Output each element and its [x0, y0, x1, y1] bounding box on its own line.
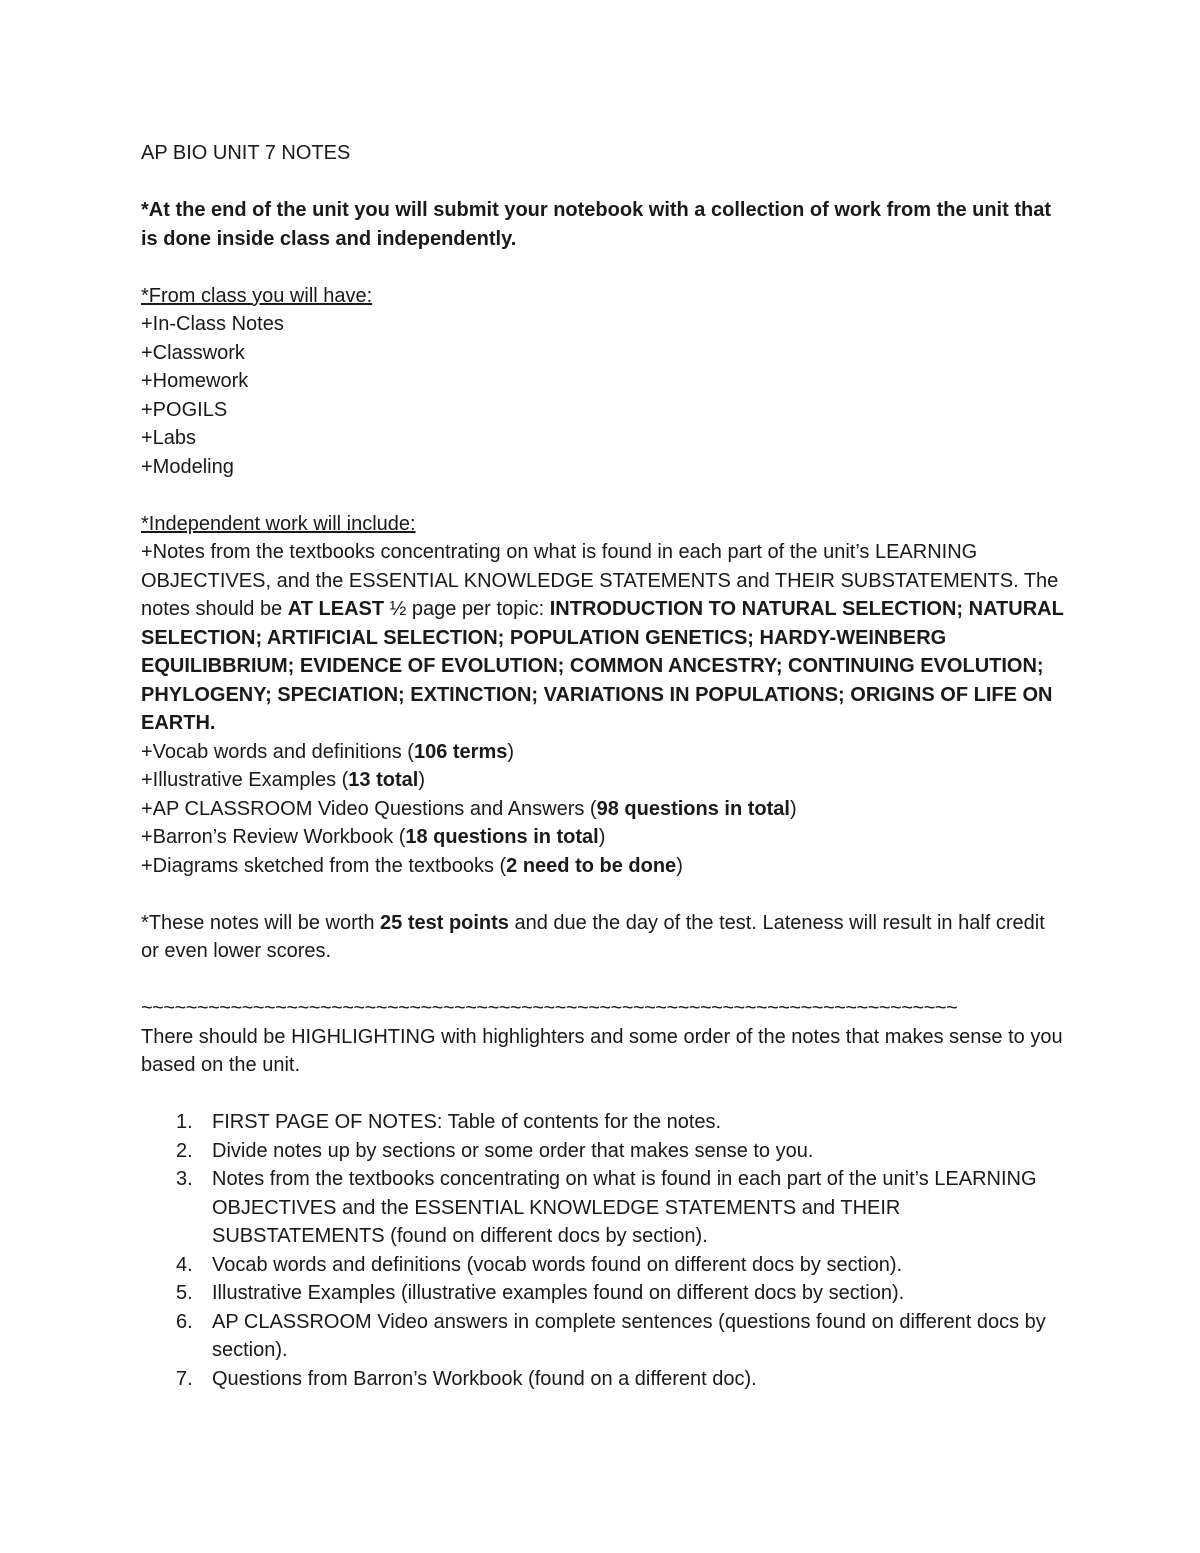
independent-item: +AP CLASSROOM Video Questions and Answers (98 questions in total)	[141, 797, 797, 820]
class-item: +Modeling	[141, 455, 234, 478]
independent-notes-item: +Notes from the textbooks concentrating on what is found in each part of the unit’s LEARNING OBJECTIVES, and the ESSENTIAL KNOWLEDGE STATEMENTS and THEIR SUBSTATEMENTS. The notes should be AT LEAST ½ page per topic: INTRODUCTION TO NATURAL SELECTION; NATURAL SELECTION; ARTIFICIAL SELECTION; POPULATION GENETICS; HARDY-WEINBERG EQUILIBBRIUM; EVIDENCE OF EVOLUTION; COMMON ANCESTRY; CONTINUING EVOLUTION; PHYLOGENY; SPECIATION; EXTINCTION; VARIATIONS IN POPULATIONS; ORIGINS OF LIFE ON EARTH.	[141, 541, 1064, 734]
list-item: 6. AP CLASSROOM Video answers in complete sentences (questions found on different docs by section).	[176, 1310, 1046, 1361]
document-title: AP BIO UNIT 7 NOTES	[141, 142, 351, 164]
intro-statement: *At the end of the unit you will submit your notebook with a collection of work from the unit that is done inside class and independently.	[141, 199, 1051, 250]
list-item: 7. Questions from Barron’s Workbook (found on a different doc).	[176, 1367, 757, 1390]
list-item: 3. Notes from the textbooks concentrating on what is found in each part of the unit’s LEARNING OBJECTIVES and the ESSENTIAL KNOWLEDGE STATEMENTS and THEIR SUBSTATEMENTS (found on different docs by section).	[176, 1168, 1037, 1247]
topic-list: INTRODUCTION TO NATURAL SELECTION; NATURAL SELECTION; ARTIFICIAL SELECTION; POPULATION GENETICS; HARDY-WEINBERG EQUILIBBRIUM; EVIDENCE OF EVOLUTION; COMMON ANCESTRY; CONTINUING EVOLUTION; PHYLOGENY; SPECIATION; EXTINCTION; VARIATIONS IN POPULATIONS; ORIGINS OF LIFE ON EARTH.	[141, 598, 1064, 734]
list-item: 1. FIRST PAGE OF NOTES: Table of contents for the notes.	[176, 1111, 722, 1133]
list-item: 2. Divide notes up by sections or some order that makes sense to you.	[176, 1139, 814, 1162]
class-item: +In-Class Notes	[141, 313, 284, 335]
independent-item: +Illustrative Examples (13 total)	[141, 769, 425, 791]
class-item: +Homework	[141, 370, 249, 392]
numbered-list	[141, 1108, 1066, 1393]
list-item: 5. Illustrative Examples (illustrative examples found on different docs by section).	[176, 1282, 905, 1304]
independent-section-heading: *Independent work will include:	[141, 512, 416, 535]
highlight-instruction: There should be HIGHLIGHTING with highlighters and some order of the notes that makes sense to you based on the unit.	[141, 1025, 1063, 1076]
independent-item: +Barron’s Review Workbook (18 questions in total)	[141, 826, 606, 848]
class-item: +Classwork	[141, 341, 245, 364]
list-item: 4. Vocab words and definitions (vocab words found on different docs by section).	[176, 1253, 903, 1276]
worth-statement: *These notes will be worth 25 test points and due the day of the test. Lateness will result in half credit or even lower scores.	[141, 911, 1045, 962]
class-item: +Labs	[141, 427, 197, 449]
document-page	[141, 139, 1066, 1393]
tilde-divider: ~~~~~~~~~~~~~~~~~~~~~~~~~~~~~~~~~~~~~~~~~~~~~~~~~~~~~~~~~~~~~~~~~~~~~~~~~	[141, 997, 958, 1019]
class-item: +POGILS	[141, 398, 228, 421]
class-section-heading: *From class you will have:	[141, 284, 373, 307]
independent-item: +Diagrams sketched from the textbooks (2 need to be done)	[141, 854, 683, 877]
independent-item: +Vocab words and definitions (106 terms)	[141, 740, 515, 763]
